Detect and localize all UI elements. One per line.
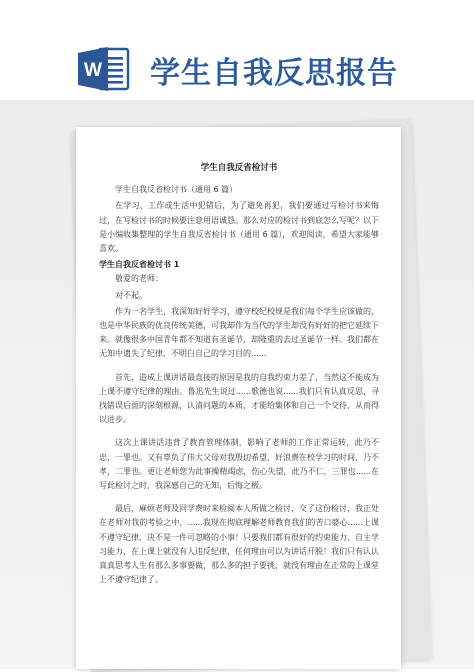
document-title: 学生自我反省检讨书 [200, 163, 278, 173]
body-paragraph: 这次上课讲话违背了教育管理体制，影响了老师的工作正常运转，此乃不忠，一罪也。又有辜负了伟大父母对我殷切希望，好浪费在校学习的时间，乃不孝，二罪也。更让老师您为此事操精竭虑，伤心失望，此乃不仁，三罪也......在写此检讨之时，我深感自己的无知，后悔之极。 [99, 438, 379, 491]
word-logo-letter: W [84, 60, 102, 81]
document-page [76, 127, 401, 669]
document-content [99, 161, 379, 589]
apology-line: 对不起。 [115, 290, 147, 300]
body-paragraph: 最后，麻烦老师及同学费时来检阅本人所做之检讨，交了这份检讨，我正处在老师对我的考验之中，......我现在彻底理解老师教育我们的苦口婆心......上课不遵守纪律，决不是一件可忽略的小事！只要我们都有很好的约束能力、自主学习能力，在上课上就没有人违反纪律，任何理由可以为讲话开脱！我们只有认认真真思考人生有那么多事要做，那么多的担子要挑，就没有理由在正常的上课堂上不遵守纪律了。 [99, 504, 379, 585]
body-paragraph: 作为一名学生，我深知好好学习，遵守校纪校规是我们每个学生应该做的，也是中华民族的优良传统美德，可我却作为当代的学生却没有好好的把它延续下来。就像很多中国青年都不知道有圣诞节，却隆重的去过圣诞节一样。我们都在无知中遗失了纪律，不明白自己的学习目的...... [99, 306, 379, 359]
banner-title: 学生自我反思报告 [150, 56, 398, 91]
word-document-icon [78, 47, 130, 91]
document-subtitle: 学生自我反省检讨书（通用 6 篇） [115, 185, 238, 195]
intro-paragraph: 在学习、工作或生活中犯错后，为了避免再犯，我们要通过写检讨书来悔过，在写检讨书的时候要注意用语诚恳。那么对应的检讨书到底怎么写呢？以下是小编收集整理的学生自我反省检讨书（通用 6 篇），欢迎阅读，希望大家能够喜欢。 [99, 201, 379, 254]
salutation: 敬爱的老师： [115, 274, 163, 284]
banner [0, 0, 474, 105]
section-heading: 学生自我反省检讨书 1 [99, 260, 180, 270]
body-paragraph: 首先，造成上课讲话最直接的原因是我的自我约束力差了，当然这不能成为上课不遵守纪律的理由。鲁迅先生说过......歌德也说......我们只有认真反思，寻找错误后面的深刻根源，认清问题的本质，才能给集体和自己一个交待，从而得以进步。 [99, 372, 379, 425]
